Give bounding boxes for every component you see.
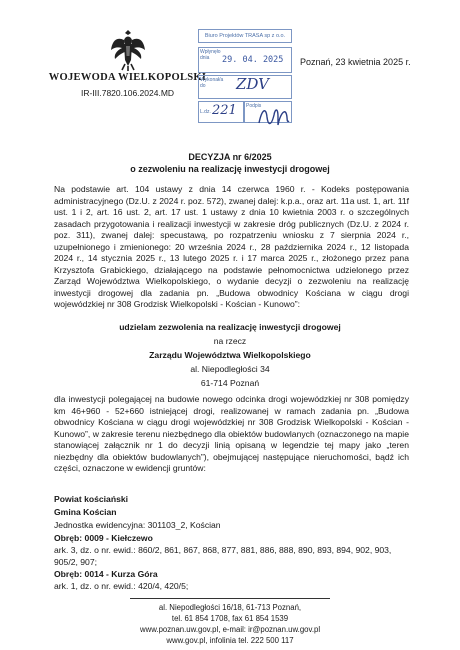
recipient-city: 61-714 Poznań [200, 378, 260, 388]
decision-title: DECYZJA nr 6/2025 [188, 152, 272, 162]
recipient-name: Zarządu Województwa Wielkopolskiego [149, 350, 311, 360]
precinct-kielczewo: Obręb: 0009 - Kiełczewo [54, 533, 153, 543]
place-and-date: Poznań, 23 kwietnia 2025 r. [300, 57, 411, 67]
stamp-office: Biuro Projektów TRASA sp z o.o. [198, 29, 292, 43]
authority-name: WOJEWODA WIELKOPOLSKI [48, 72, 207, 83]
footer-web: www.poznan.uw.gov.pl, e-mail: ir@poznan.uw.gov.pl [139, 625, 321, 634]
scope-paragraph: dla inwestycji polegającej na budowie nowego odcinka drogi wojewódzkiej nr 308 pomiędzy km 46+960 - 52+660 istniejącej drogi, realizowanej w ramach zadania pn. „Budowa obwodnicy Kościana w ciągu drogi wojewódzkiej nr 308 Grodzisk Wielkopolski - Kościan - Kunowo”, w zakresie terenu niezbędnego dla obiektów budowlanych (oznaczonego na mapie stanowiącej załącznik nr 1 do decyzji linią opisaną w legendzie tej mapy jako „teren niezbędny dla obiektów budowlanych”), obejmującej następujące nieruchomości, bądź ich części, oznaczone w ewidencji gruntów: [54, 394, 409, 474]
stamp-received-date: 29. 04. 2025 [222, 55, 284, 65]
stamp-forwarded-label: Wykonał/a do [200, 77, 224, 89]
handwritten-signature [256, 103, 292, 131]
decision-subtitle: o zezwoleniu na realizację inwestycji drogowej [130, 164, 330, 174]
stamp-received-label: Wpłynęło dnia [200, 49, 221, 61]
eagle-emblem [110, 28, 146, 72]
footer-address: al. Niepodległości 16/18, 61-713 Poznań, [158, 603, 302, 612]
grant-statement: udzielam zezwolenia na realizację inwestycji drogowej [119, 322, 341, 332]
footer-phone: tel. 61 854 1708, fax 61 854 1539 [171, 614, 289, 623]
footer-divider [130, 598, 330, 599]
precinct-kurza-gora: Obręb: 0014 - Kurza Góra [54, 569, 158, 579]
county: Powiat kościański [54, 494, 129, 504]
precinct-kurza-gora-parcels: ark. 1, dz. o nr. ewid.: 420/4, 420/5; [54, 581, 189, 591]
stamp-forwarded-to: ZDV [236, 75, 270, 93]
recipient-street: al. Niepodległości 34 [190, 364, 270, 374]
registry-unit: Jednostka ewidencyjna: 301103_2, Kościan [54, 520, 221, 530]
commune: Gmina Kościan [54, 507, 117, 517]
stamp-log-number: 221 [212, 103, 237, 118]
stamp-log-label: L.dz. [200, 109, 211, 115]
precinct-kielczewo-parcels: ark. 3, dz. o nr. ewid.: 860/2, 861, 867, 868, 877, 881, 886, 888, 890, 893, 894, 902, 903, 905/2, 907; [54, 545, 392, 567]
on-behalf-label: na rzecz [213, 336, 247, 346]
receipt-stamp [196, 27, 292, 141]
stamp-signature-label: Podpis [246, 103, 262, 109]
legal-basis-paragraph: Na podstawie art. 104 ustawy z dnia 14 czerwca 1960 r. - Kodeks postępowania administracyjnego (Dz.U. z 2024 r. poz. 572), zwanej dalej: k.p.a., oraz art. 11a ust. 1, art. 11f ust. 1 i 2, art. 16 ust. 2, art. 17 ust. 1 ustawy z dnia 10 kwietnia 2003 r. o szczególnych zasadach przygotowania i realizacji inwestycji w zakresie dróg publicznych (Dz.U. z 2024 r. poz. 311), zwanej dalej: specustawą, po rozpatrzeniu wniosku z 7 sierpnia 2024 r., uzupełnionego i zmienionego: 20 września 2024 r., 28 października 2024 r., 12 listopada 2024 r., 14 stycznia 2025 r., 13 lutego 2025 r. i 17 marca 2025 r., złożonego przez pana Krzysztofa Grabickiego, działającego na podstawie pełnomocnictwa udzielonego przez Zarząd Województwa Wielkopolskiego, o wydanie decyzji o zezwoleniu na realizację inwestycji drogowej dla zadania pn. „Budowa obwodnicy Kościana w ciągu drogi wojewódzkiej nr 308 Grodzisk Wielkopolski - Kościan - Kunowo”: [54, 184, 409, 310]
case-number: IR-III.7820.106.2024.MD [80, 88, 175, 98]
footer-gov: www.gov.pl, infolinia tel. 222 500 117 [166, 636, 294, 645]
